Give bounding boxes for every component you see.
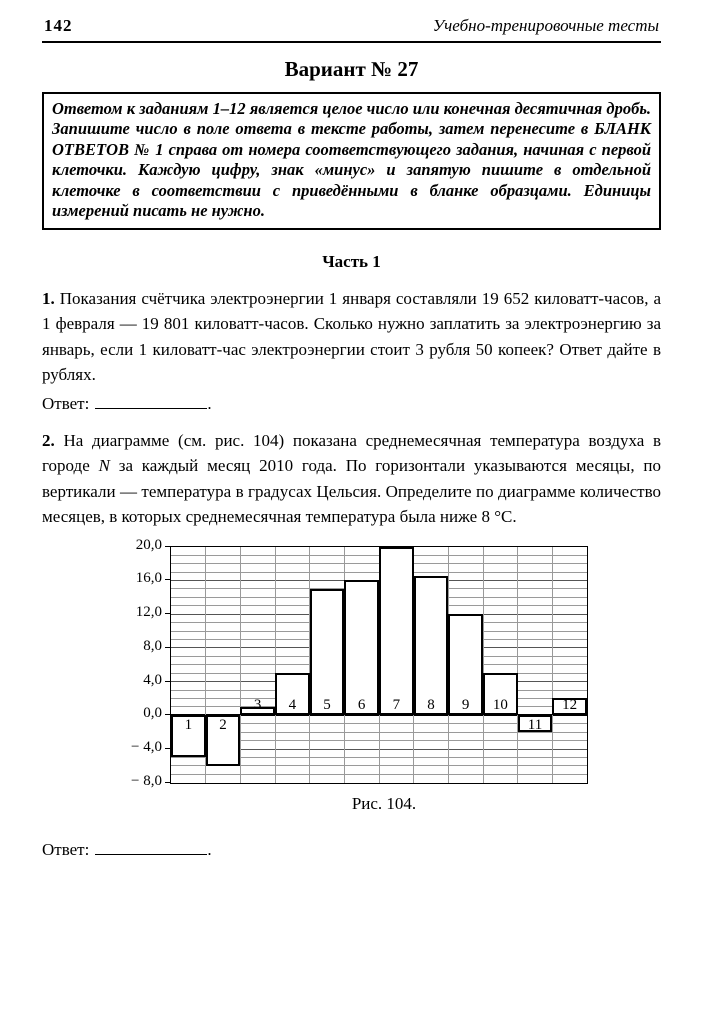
problem-2 — [42, 428, 661, 530]
chart-plot — [170, 546, 588, 784]
y-tick-label: 4,0 — [143, 671, 162, 688]
answer-blank — [95, 394, 207, 409]
problem-2-text-a: На диаграмме (см. рис. 104) показана среднемесячная температура воздуха в городе — [42, 430, 662, 476]
problem-2-text-b: за каждый месяц 2010 года. По горизонтали указываются месяцы, по вертикали — температура в градусах Цельсия. Определите по диаграмме количество месяцев, в которых среднемесячная температура была ниже 8 °С. — [42, 456, 661, 527]
bar-label-month-1: 1 — [184, 717, 193, 734]
bar-label-month-7: 7 — [392, 697, 401, 714]
bar-label-month-10: 10 — [492, 697, 508, 714]
page-number: 142 — [44, 16, 73, 35]
answer-label: Ответ: — [42, 839, 90, 859]
gridline-v — [517, 547, 518, 783]
problem-2-number: 2. — [42, 430, 55, 450]
answer-suffix: . — [207, 839, 212, 859]
y-tick-label: 12,0 — [135, 604, 162, 621]
y-tick-label: 8,0 — [143, 637, 162, 654]
problem-1-text: Показания счётчика электроэнергии 1 января составляли 19 652 киловатт-часов, а 1 февраля — 19 801 киловатт-часов. Сколько нужно заплатить за электроэнергию за январь, если 1 киловатт-час электроэнергии стоит 3 рубля 50 копеек? Ответ дайте в рублях. — [42, 288, 662, 385]
instructions-box: Ответом к заданиям 1–12 является целое число или конечная десятичная дробь. Запишите число в поле ответа в тексте работы, затем перенесите в БЛАНК ОТВЕТОВ № 1 справа от номера соответствующего задания, начиная с первой клеточки. Каждую цифру, знак «минус» и запятую пишите в отдельной клеточке в соответствии с приведёнными в бланке образцами. Единицы измерений писать не нужно. — [42, 92, 661, 230]
y-tick-label: 16,0 — [135, 570, 162, 587]
bar-label-month-8: 8 — [427, 697, 435, 714]
bar-month-8 — [414, 576, 449, 715]
bar-label-month-11: 11 — [527, 717, 543, 734]
answer-suffix: . — [207, 393, 212, 413]
bar-label-month-9: 9 — [461, 697, 470, 714]
bar-label-month-4: 4 — [288, 697, 297, 714]
problem-1 — [42, 286, 661, 388]
y-tick-label: 0,0 — [143, 705, 162, 722]
bar-label-month-5: 5 — [323, 697, 331, 714]
problem-1-answer-line — [42, 394, 661, 414]
bar-label-month-6: 6 — [357, 697, 366, 714]
bar-month-6 — [344, 580, 379, 715]
chart-y-axis — [112, 536, 170, 789]
gridline-v — [275, 547, 276, 783]
running-title: Учебно-тренировочные тесты — [432, 16, 659, 35]
part-title: Часть 1 — [322, 251, 381, 271]
figure-caption: Рис. 104. — [351, 793, 417, 813]
gridline-v — [552, 547, 553, 783]
problem-2-answer-line — [42, 840, 661, 860]
bar-month-7 — [379, 547, 414, 716]
page-header — [42, 16, 661, 43]
y-tick-label: 20,0 — [135, 536, 162, 553]
variant-title: Вариант № 27 — [284, 57, 419, 81]
problem-2-city-n: N — [98, 456, 110, 476]
bar-label-month-3: 3 — [253, 697, 262, 714]
y-tick-label: − 8,0 — [131, 772, 162, 789]
temperature-bar-chart — [112, 536, 661, 789]
answer-label: Ответ: — [42, 393, 90, 413]
bar-label-month-2: 2 — [219, 717, 227, 734]
answer-blank — [95, 840, 207, 855]
figure-104 — [42, 536, 661, 814]
problem-1-number: 1. — [42, 288, 55, 308]
y-tick-label: − 4,0 — [131, 739, 162, 755]
bar-label-month-12: 12 — [562, 697, 578, 714]
